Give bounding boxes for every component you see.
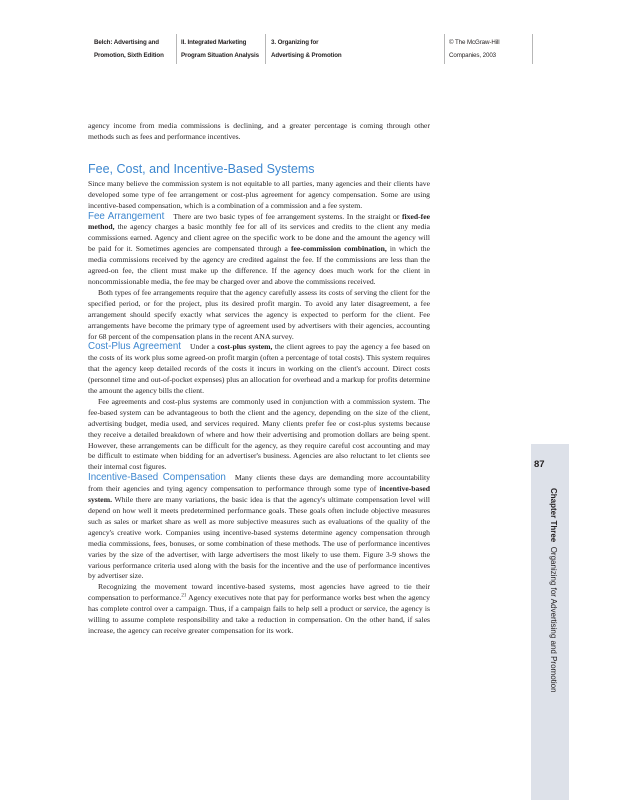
header-divider — [532, 34, 533, 64]
section-heading: Fee, Cost, and Incentive-Based Systems — [88, 161, 315, 176]
header-book-title: Belch: Advertising and Promotion, Sixth Edition — [94, 39, 164, 59]
term-incentive-based: incentive-based system. — [88, 484, 430, 505]
fee-arrangement-heading: Fee Arrangement — [88, 210, 165, 222]
chapter-running-title: Chapter Three Organizing for Advertising and Promotion — [549, 488, 558, 693]
page-number: 87 — [534, 459, 545, 470]
header-divider — [444, 34, 445, 64]
header-part-title: II. Integrated Marketing Program Situation Analysis — [181, 39, 259, 59]
incentive-heading: Incentive-Based Compensation — [88, 472, 226, 484]
section-paragraph: Since many believe the commission system is not equitable to all parties, many agencies and their clients have developed some type of fee arrangement or cost-plus agreement for agency compensation. Some are using incentive-based compensation, which is a combination of a commission and a fee system. — [88, 178, 430, 210]
header-publisher: © The McGraw-Hill Companies, 2003 — [449, 39, 500, 59]
intro-paragraph: agency income from media commissions is declining, and a greater percentage is coming through other methods such as fees and performance incentives. — [88, 121, 430, 141]
term-cost-plus: cost-plus system, — [217, 342, 273, 352]
page-body — [88, 121, 430, 637]
fee-arrangement-paragraph-2: Both types of fee arrangements require that the agency carefully assess its costs of serving the client for the specified period, or for the project, plus its desired profit margin. To avoid any later disagreement, a fee arrangement should specify exactly what services the agency is expected to perform for the client. Fee arrangements have become the primary type of agreement used by advertisers with their agencies, accounting for 68 percent of the compensation plans in the recent ANA survey. — [88, 287, 430, 341]
term-fixed-fee: fixed-fee method, — [88, 211, 430, 232]
cost-plus-paragraph-2: Fee agreements and cost-plus systems are commonly used in conjunction with a commission system. The fee-based system can be advantageous to both the client and the agency, depending on the size of the client, advertising budget, media used, and services required. Many clients prefer fee or cost-plus systems because they receive a detailed breakdown of where and how their advertising and promotion dollars are being spent. However, these arrangements can be difficult for the agency, as they require careful cost accounting and may be difficult to estimate when bidding for an advertiser's business. Agencies are also reluctant to let clients see their internal cost figures. — [88, 396, 430, 472]
endnote-ref: 21 — [181, 593, 187, 599]
term-fee-commission: fee-commission combination, — [290, 244, 387, 254]
cost-plus-paragraph: Cost-Plus Agreement Under a cost-plus system, the client agrees to pay the agency a fee based on the costs of its work plus some agreed-on profit margin (often a percentage of total costs). This system requires that the agency keep detailed records of the costs it incurs in working on the client's account. Direct costs (personnel time and out-of-pocket expenses) plus an allocation for overhead and a markup for profits determine the amount the agency bills the client. — [88, 341, 430, 396]
page-header — [0, 0, 617, 80]
incentive-paragraph: Incentive-Based Compensation Many clients these days are demanding more accountability from their agencies and tying agency compensation to performance through some type of incentive-based system. While there are many variations, the basic idea is that the agency's ultimate compensation level will depend on how well it meets predetermined performance goals. These goals often include objective measures such as sales or market share as well as more subjective measures such as evaluations of the quality of the agency's creative work. Companies using incentive-based systems determine agency compensation through media commissions, fees, bonuses, or some combination of these methods. The use of performance incentives varies by the size of the advertiser, with large advertisers the most likely to use them. Figure 3-9 shows the various performance criteria used along with the basis for the incentive and the use of performance incentives by advertiser size. — [88, 472, 430, 581]
cost-plus-heading: Cost-Plus Agreement — [88, 341, 182, 353]
incentive-paragraph-2: Recognizing the movement toward incentive-based systems, most agencies have agreed to tie their compensation to performance.$^{21}$ Agency executives note that pay for performance works best when the agency has complete control over a campaign. Thus, if a campaign fails to help sell a product or service, the agency is willing to assume complete responsibility and take a reduction in compensation. On the other hand, if sales increase, the agency can receive greater compensation for its work. — [88, 582, 430, 635]
fee-arrangement-paragraph: Fee Arrangement There are two basic types of fee arrangement systems. In the straight or fixed-fee method, the agency charges a basic monthly fee for all of its services and credits to the client any media commissions earned. Agency and client agree on the specific work to be done and the amount the agency will be paid for it. Sometimes agencies are compensated through a fee-commission combination, in which the media commissions received by the agency are credited against the fee. If the commissions are less than the agreed-on fee, the client must make up the difference. If the agency does much work for the client in noncommissionable media, the fee may be charged over and above the commissions received. — [88, 210, 430, 286]
header-chapter-title: 3. Organizing for Advertising & Promotion — [271, 39, 342, 59]
header-divider — [265, 34, 266, 64]
header-divider — [176, 34, 177, 64]
